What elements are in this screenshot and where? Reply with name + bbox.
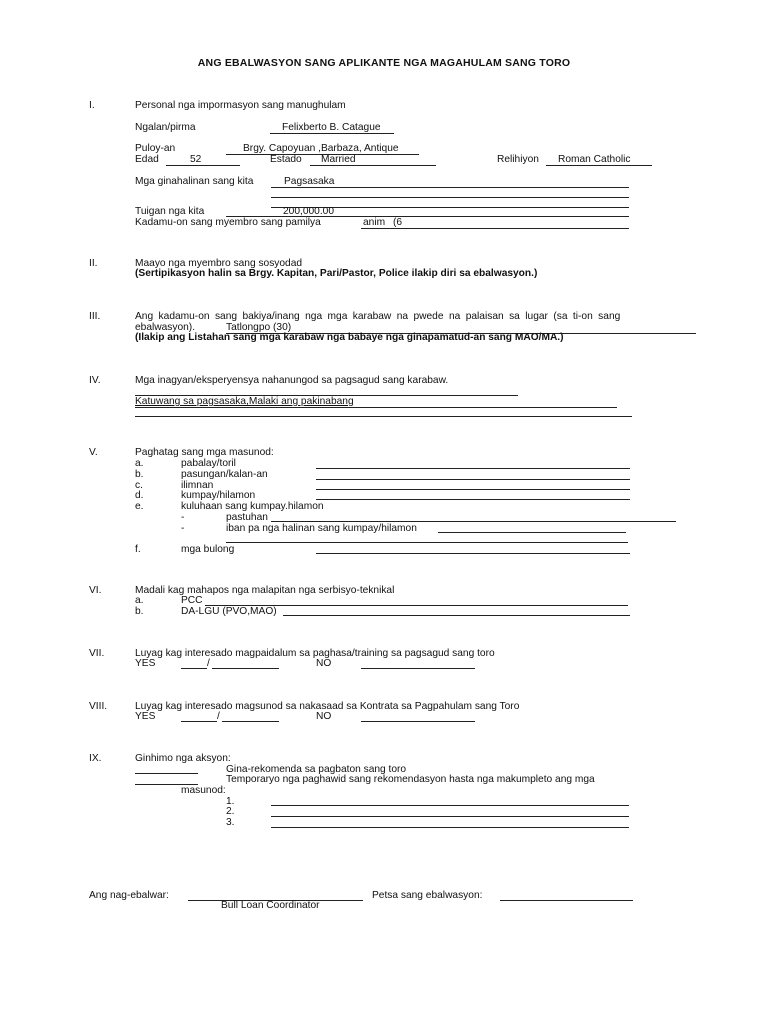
section-heading: Madali kag mahapos nga malapitan nga serbisyo-teknikal [135,585,395,596]
da-lgu-line [283,615,630,616]
item-letter: a. [135,458,144,469]
address-label: Puloy-an [135,143,176,154]
form-title: ANG EBALWASYON SANG APLIKANTE NGA MAGAHULAM SANG TORO [197,57,571,69]
pasture-label: pastuhan [226,512,268,523]
req-number: 1. [226,796,235,807]
yes-line-b [212,668,279,669]
slash: / [207,658,210,669]
section-number: III. [89,311,101,322]
section-heading: Luyag kag interesado magpaidalum sa paghasa/training sa pagsagud sang toro [135,648,495,659]
yes-label: YES [135,658,156,669]
req-number: 2. [226,806,235,817]
section-number: VI. [89,585,102,596]
name-label: Ngalan/pirma [135,122,196,133]
household-label: Kadamu-on sang myembro sang pamilya [135,217,321,228]
religion-label: Relihiyon [497,154,539,165]
req-number: 3. [226,817,235,828]
section-number: I. [89,100,95,111]
item-line [316,553,630,554]
section-number: VIII. [89,701,108,712]
section-number: IV. [89,375,101,386]
other-forage-label: iban pa nga halinan sang kumpay/hilamon [226,523,417,534]
option-2-label: Temporaryo nga paghawid sang rekomendasyon hasta nga makumpleto ang mga [226,774,595,785]
item-letter: c. [135,480,143,491]
certification-note: (Sertipikasyon halin sa Brgy. Kapitan, Pari/Pastor, Police ilakip diri sa ebalwasyon.) [135,268,538,279]
status-value: Married [321,154,356,165]
income-source-value: Pagsasaka [284,176,335,187]
item-line [316,479,630,480]
status-label: Estado [270,154,302,165]
yes-label: YES [135,711,156,722]
yes-line-b [222,721,279,722]
item-letter: f. [135,544,141,555]
age-value: 52 [190,154,202,165]
req-line [271,805,629,806]
list-note: (Ilakip ang Listahan sang mga karabaw nga babaye nga ginapamatud-an sang MAO/MA.) [135,332,564,343]
other-forage-line-2 [226,542,628,543]
address-value: Brgy. Capoyuan ,Barbaza, Antique [243,143,399,154]
section-number: II. [89,258,98,269]
name-value: Felixberto B. Catague [282,122,381,133]
item-label: ilimnan [181,480,214,491]
section-heading: Mga inagyan/eksperyensya nahanungod sa pagsagud sang karabaw. [135,375,449,386]
item-line [316,489,630,490]
religion-value: Roman Catholic [558,154,631,165]
no-line [361,668,475,669]
option-1-label: Gina-rekomenda sa pagbaton sang toro [226,764,407,775]
age-label: Edad [135,154,159,165]
evaluator-label: Ang nag-ebalwar: [89,890,169,901]
no-line [361,721,475,722]
item-line [316,468,630,469]
income-source-line-2 [271,197,629,198]
item-label: DA-LGU (PVO,MAO) [181,606,277,617]
household-value: anim [363,217,386,228]
section-number: VII. [89,648,105,659]
option-2-label-cont: masunod: [181,785,226,796]
section-heading: Ginhimo nga aksyon: [135,753,231,764]
household-number: (6 [393,217,403,228]
experience-line-3 [135,416,632,417]
slash: / [217,711,220,722]
annual-income-label: Tuigan nga kita [135,206,205,217]
section-heading: Ang kadamu-on sang bakiya/inang nga mga karabaw na pwede na palaisan sa lugar (sa ti-on sang [135,311,621,322]
req-line [271,827,629,828]
item-label: PCC [181,595,203,606]
section-heading: Personal nga impormasyon sang manughulam [135,100,346,111]
experience-line-2 [135,407,617,408]
section-heading-cont: ebalwasyon). [135,322,196,333]
item-label: kuluhaan sang kumpay.hilamon [181,501,324,512]
carabao-count-value: Tatlongpo (30) [226,322,292,333]
yes-line-a [181,721,217,722]
item-letter: b. [135,606,144,617]
sub-dash: - [181,523,185,534]
section-heading: Maayo nga myembro sang sosyodad [135,258,303,269]
annual-income-value: 200,000.00 [283,206,334,217]
coordinator-title: Bull Loan Coordinator [221,900,320,911]
yes-line-a [181,668,207,669]
item-letter: d. [135,490,144,501]
section-number: V. [89,447,98,458]
experience-value: Katuwang sa pagsasaka,Malaki ang pakinabang [135,396,354,407]
section-heading: Paghatag sang mga masunod: [135,447,274,458]
age-underline [166,165,240,166]
item-label: pabalay/toril [181,458,236,469]
item-letter: a. [135,595,144,606]
pasture-line [271,521,676,522]
req-line [271,816,629,817]
section-heading: Luyag kag interesado magsunod sa nakasaad sa Kontrata sa Pagpahulam sang Toro [135,701,520,712]
item-label: kumpay/hilamon [181,490,256,501]
date-label: Petsa sang ebalwasyon: [372,890,483,901]
option-1-line [135,773,198,774]
no-label: NO [316,711,332,722]
income-source-label: Mga ginahalinan sang kita [135,176,254,187]
date-line [500,900,633,901]
item-label: mga bulong [181,544,235,555]
no-label: NO [316,658,332,669]
item-label: pasungan/kalan-an [181,469,268,480]
item-line [316,499,630,500]
item-letter: b. [135,469,144,480]
other-forage-line [438,532,626,533]
item-letter: e. [135,501,144,512]
section-number: IX. [89,753,102,764]
sub-dash: - [181,512,185,523]
